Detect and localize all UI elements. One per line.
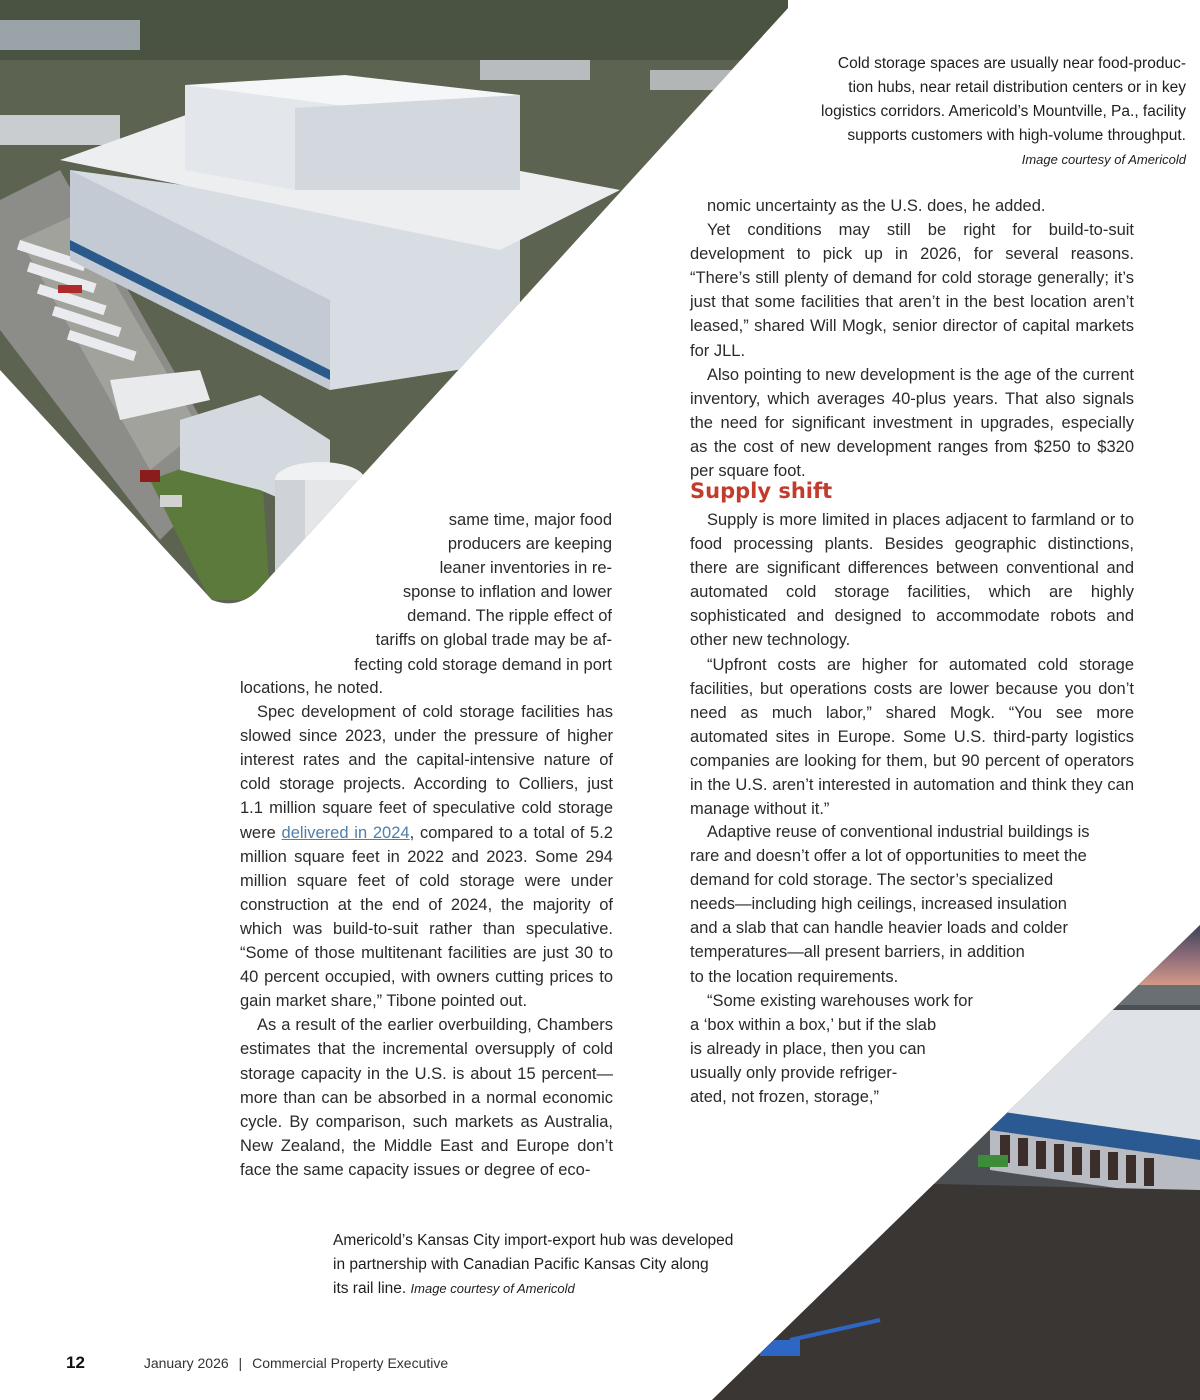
section-heading: Supply shift [690, 479, 833, 503]
text-line: needs—including high ceilings, increased insulation [690, 895, 1067, 914]
caption-line: in partnership with Canadian Pacific Kansas City along [333, 1256, 709, 1273]
right-body-bottom [690, 508, 1134, 821]
caption-line: tion hubs, near retail distribution centers or in key [848, 79, 1186, 96]
text-line: a ‘box within a box,’ but if the slab [690, 1015, 937, 1034]
publication-name: Commercial Property Executive [252, 1355, 449, 1371]
text-line: “Some existing warehouses work for [707, 991, 973, 1010]
issue-date: January 2026 [143, 1355, 229, 1371]
caption-line: supports customers with high-volume throughput. [847, 127, 1186, 144]
caption-line: logistics corridors. Americold’s Mountville, Pa., facility [821, 103, 1186, 120]
right-wrapped-lines [690, 820, 1089, 1109]
footer-separator: | [238, 1355, 243, 1371]
paragraph-text: Spec development of cold storage facilities has slowed since 2023, under the pressure of higher interest rates and the capital-intensive nature of cold storage projects. According to Colliers, just 1.1 million square feet of speculative cold storage were [240, 703, 613, 842]
right-body-top [690, 194, 1134, 483]
delivered-in-2024-link[interactable]: delivered in 2024 [281, 823, 410, 842]
text-line: demand for cold storage. The sector’s specialized [690, 871, 1054, 890]
text-line: ated, not frozen, storage,” [690, 1088, 879, 1107]
text-line: temperatures—all present barriers, in addition [690, 943, 1025, 962]
text-line: sponse to inflation and lower [402, 583, 612, 602]
top-image-caption [716, 52, 1186, 172]
text-line: fecting cold storage demand in port [354, 655, 612, 674]
paragraph: Supply is more limited in places adjacent to farmland or to food processing plants. Besides geographic distinctions, there are significant differences between conventional and automated cold storage facilities, which are highly sophisticated and designed to accommodate robots and other new technology. [690, 511, 1134, 650]
caption-credit: Image courtesy of Americold [410, 1281, 575, 1296]
text-line: producers are keeping [447, 535, 612, 554]
text-line: tariffs on global trade may be af- [375, 631, 612, 650]
text-line: and a slab that can handle heavier loads and colder [690, 919, 1068, 938]
bottom-image-caption [333, 1229, 763, 1301]
text-line: rare and doesn’t offer a lot of opportunities to meet the [690, 847, 1087, 866]
paragraph: Also pointing to new development is the age of the current inventory, which averages 40-plus years. That also signals the need for significant investment in upgrades, especially as the cost of new development ranges from $250 to $320 per square foot. [690, 365, 1134, 481]
text-line: leaner inventories in re- [439, 559, 612, 578]
left-wrapped-lines [354, 508, 612, 677]
paragraph: “Upfront costs are higher for automated cold storage facilities, but operations costs are lower because you don’t need as much labor,” shared Mogk. “You see more automated sites in Europe. Some U.S. third-party logistics companies are looking for them, but 90 percent of operators in the U.S. aren’t interested in automation and think they can manage without it.” [690, 655, 1134, 819]
text-line: to the location requirements. [690, 967, 899, 986]
text-line: usually only provide refriger- [690, 1063, 898, 1082]
text-line: locations, he noted. [240, 679, 384, 697]
paragraph-text: , compared to a total of 5.2 million square feet in 2022 and 2023. Some 294 million square feet of cold storage were under construction at the end of 2024, the majority of which was build-to-suit rather than speculative. “Some of those multitenant facilities are just 30 to 40 percent occupied, with owners cutting prices to gain market share,” Tibone pointed out. [240, 823, 613, 1011]
paragraph: As a result of the earlier overbuilding, Chambers estimates that the incremental oversupply of cold storage capacity in the U.S. is about 15 percent—more than can be absorbed in a normal economic cycle. By comparison, such markets as Australia, New Zealand, the Middle East and Europe don’t face the same capacity issues or degree of eco- [240, 1016, 613, 1179]
caption-line: Americold’s Kansas City import-export hub was developed [333, 1232, 734, 1249]
page-number: 12 [66, 1353, 85, 1372]
text-line: is already in place, then you can [690, 1039, 926, 1058]
page-footer [66, 1353, 448, 1373]
caption-credit: Image courtesy of Americold [1021, 152, 1186, 167]
text-line: demand. The ripple effect of [407, 607, 612, 626]
caption-line: Cold storage spaces are usually near food-produc- [837, 55, 1186, 72]
left-body [240, 676, 613, 1182]
caption-line [333, 1277, 763, 1301]
paragraph [240, 700, 613, 1013]
text-line: same time, major food [448, 511, 612, 529]
caption-text: its rail line. [333, 1280, 407, 1297]
paragraph: Yet conditions may still be right for build-to-suit development to pick up in 2026, for several reasons. “There’s still plenty of demand for cold storage generally; it’s just that some facilities that aren’t in the best location aren’t leased,” shared Will Mogk, senior director of capital markets for JLL. [690, 221, 1134, 360]
paragraph: nomic uncertainty as the U.S. does, he added. [707, 197, 1046, 215]
text-line: Adaptive reuse of conventional industrial buildings is [707, 823, 1090, 841]
